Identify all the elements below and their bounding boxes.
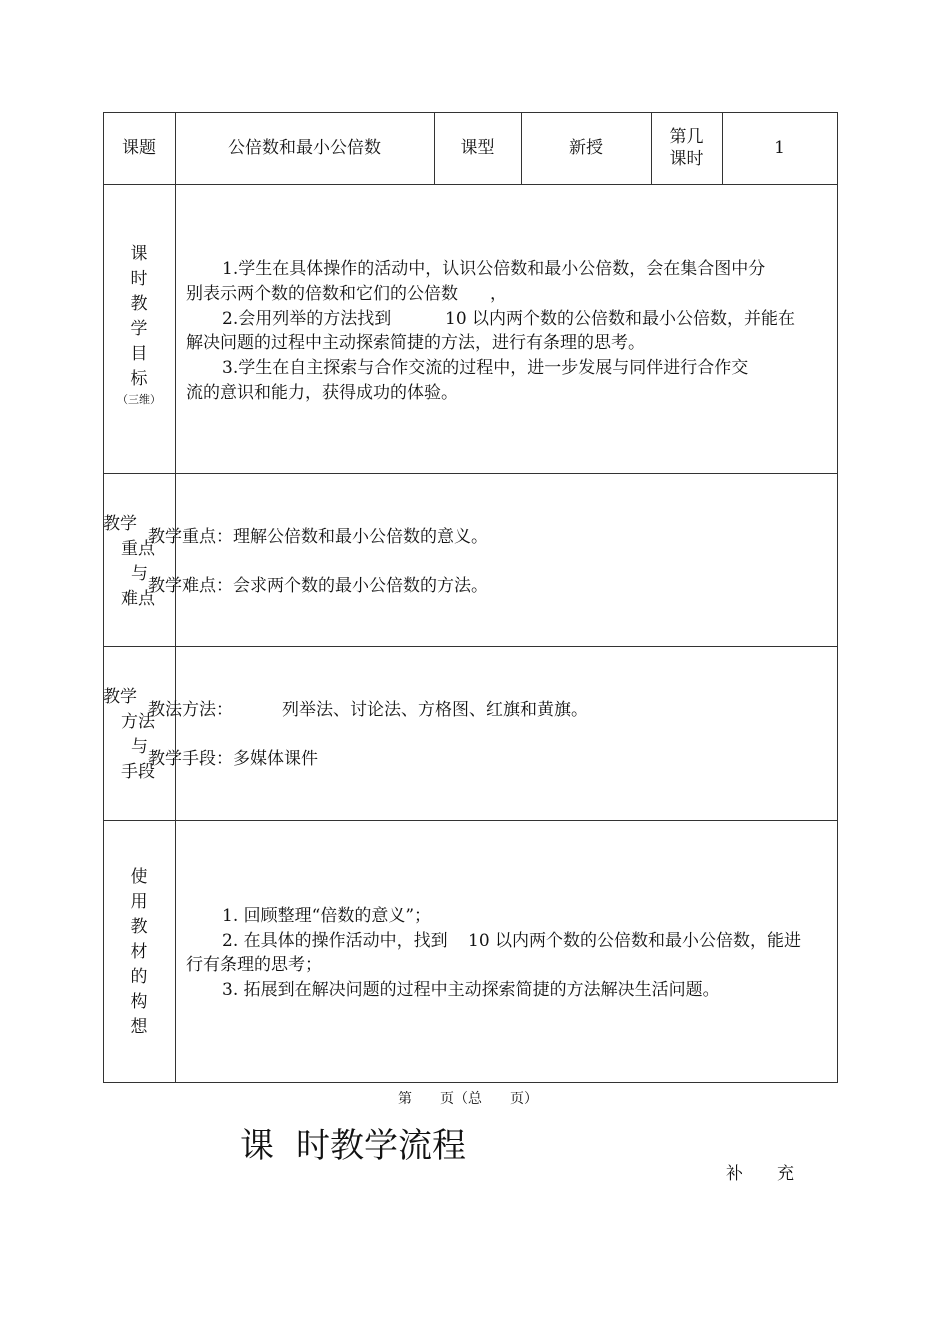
table-border-bottom xyxy=(103,1082,838,1083)
table-border-right xyxy=(837,112,838,1083)
material-line-2a: 2. 在具体的操作活动中，找到 xyxy=(222,931,448,951)
tool-text: 教学手段：多媒体课件 xyxy=(148,749,318,769)
goals-label-char: 学 xyxy=(130,319,148,339)
focus-label-line2: 重点 xyxy=(121,539,155,559)
process-title-char: 课 xyxy=(240,1126,274,1166)
method-value: 列举法、讨论法、方格图、红旗和黄旗。 xyxy=(282,700,588,720)
focus-label-line3: 与 xyxy=(131,564,148,584)
goal-line-4: 解决问题的过程中主动探索简捷的方法，进行有条理的思考。 xyxy=(186,333,645,353)
lesson-label-line2: 课时 xyxy=(669,149,704,169)
page-number-text: 第 页（总 页） xyxy=(398,1091,538,1107)
lesson-label-line1: 第几 xyxy=(669,127,704,147)
topic-label: 课题 xyxy=(122,138,156,158)
process-title: 时教学流程 xyxy=(296,1126,466,1166)
row-divider-3 xyxy=(103,646,838,647)
material-line-3: 行有条理的思考； xyxy=(186,955,322,975)
material-label-char: 构 xyxy=(130,992,148,1012)
goals-label-char: 目 xyxy=(130,344,148,364)
focus-label-line1: 教学 xyxy=(103,514,137,534)
goal-line-3b: 10 以内两个数的公倍数和最小公倍数，并能在 xyxy=(445,309,796,329)
goals-label-note: （三维） xyxy=(117,393,161,406)
key-point: 教学重点：理解公倍数和最小公倍数的意义。 xyxy=(148,527,488,547)
table-border-top xyxy=(103,112,838,113)
type-label: 课型 xyxy=(460,138,495,158)
type-value: 新授 xyxy=(569,138,603,158)
methods-label-line3: 与 xyxy=(131,737,148,757)
material-label-char: 的 xyxy=(130,967,148,987)
goal-line-2: 别表示两个数的倍数和它们的公倍数 xyxy=(186,284,458,304)
lesson-value: 1 xyxy=(774,138,785,158)
row-divider-1 xyxy=(103,184,838,185)
material-line-1: 1. 回顾整理“倍数的意义”； xyxy=(222,906,432,926)
methods-label-line1: 教学 xyxy=(103,687,137,707)
difficult-point: 教学难点：会求两个数的最小公倍数的方法。 xyxy=(148,576,488,596)
method-label: 教法方法： xyxy=(148,700,233,720)
focus-label-line4: 难点 xyxy=(121,589,155,609)
goals-label-char: 标 xyxy=(130,369,148,389)
goal-line-2-comma: ， xyxy=(490,284,507,304)
topic-value: 公倍数和最小公倍数 xyxy=(228,138,381,158)
material-label-char: 用 xyxy=(130,892,148,912)
goals-label-char: 时 xyxy=(130,269,148,289)
methods-label-line2: 方法 xyxy=(121,712,155,732)
material-label-char: 使 xyxy=(130,867,148,887)
row-divider-2 xyxy=(103,473,838,474)
supplement-label: 补 充 xyxy=(726,1164,794,1184)
goal-line-3a: 2.会用列举的方法找到 xyxy=(222,309,392,329)
methods-label-line4: 手段 xyxy=(121,762,155,782)
material-label xyxy=(103,865,175,1040)
goal-line-5: 3.学生在自主探索与合作交流的过程中，进一步发展与同伴进行合作交 xyxy=(222,358,749,378)
lesson-label xyxy=(651,126,722,170)
goal-line-6: 流的意识和能力，获得成功的体验。 xyxy=(186,383,458,403)
goal-line-1: 1.学生在具体操作的活动中，认识公倍数和最小公倍数，会在集合图中分 xyxy=(222,259,766,279)
row-divider-4 xyxy=(103,820,838,821)
goals-label xyxy=(103,242,175,408)
material-label-char: 教 xyxy=(130,917,148,937)
material-line-4: 3. 拓展到在解决问题的过程中主动探索简捷的方法解决生活问题。 xyxy=(222,980,720,1000)
goals-label-char: 课 xyxy=(130,244,148,264)
material-label-char: 想 xyxy=(130,1017,148,1037)
material-label-char: 材 xyxy=(130,942,148,962)
material-line-2b: 10 以内两个数的公倍数和最小公倍数，能进 xyxy=(468,931,802,951)
goals-label-char: 教 xyxy=(130,294,148,314)
